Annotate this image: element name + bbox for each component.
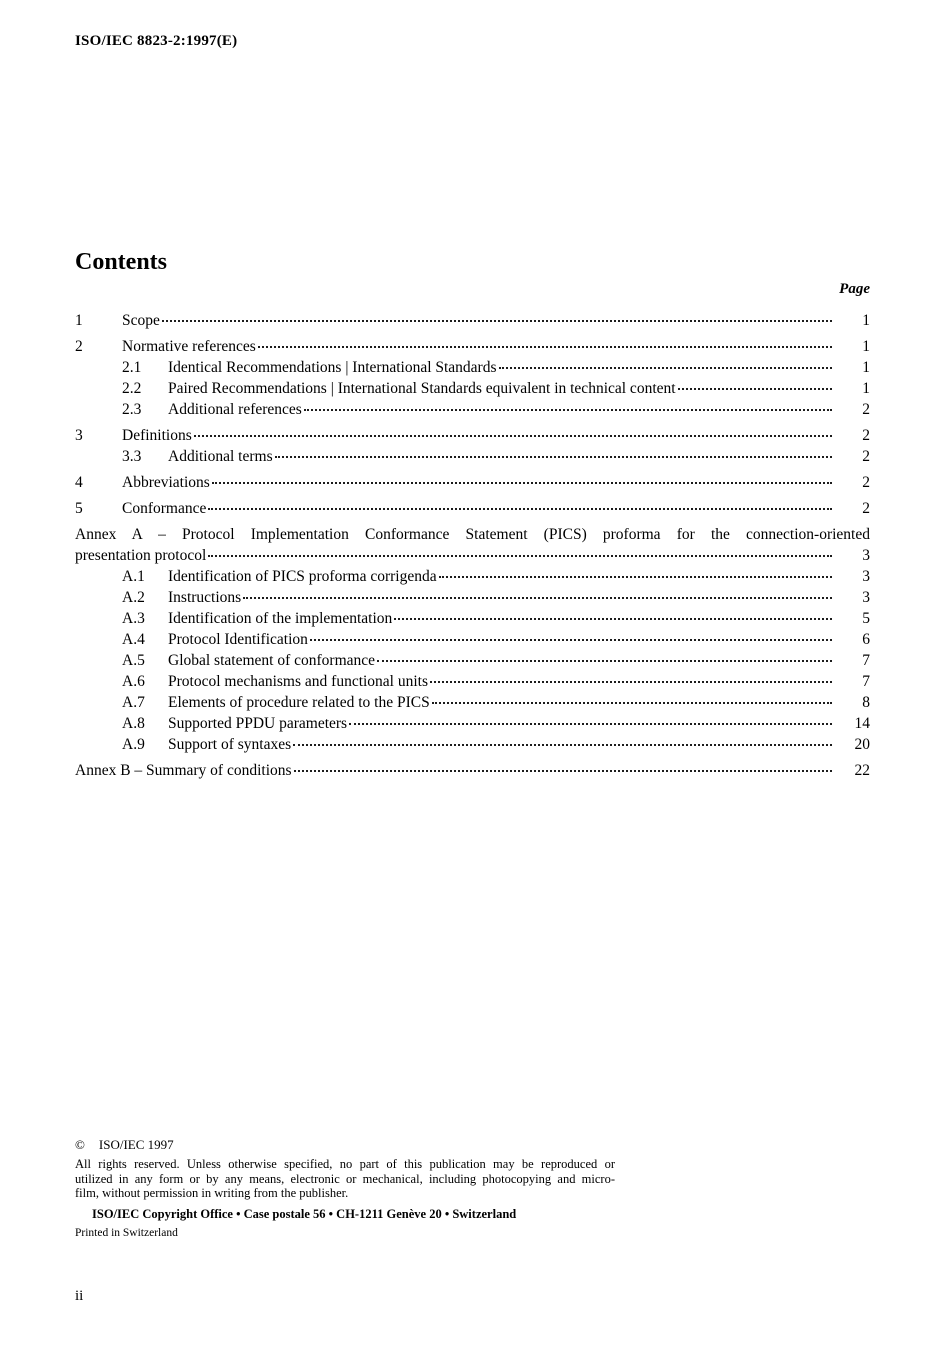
dot-leader [394, 618, 832, 620]
toc-entry-number: A.3 [122, 610, 145, 627]
toc-entry-number: A.4 [122, 631, 145, 648]
toc-entry-number: A.1 [122, 568, 145, 585]
toc-entry-title: Definitions [122, 427, 192, 444]
toc-entry-a5 [75, 650, 870, 671]
toc-entry-page: 14 [854, 715, 870, 732]
toc-entry-title: Supported PPDU parameters [168, 715, 348, 732]
toc-entry-page: 2 [862, 474, 870, 491]
toc-entry-additional-references [75, 399, 870, 420]
copyright-symbol: © [75, 1137, 85, 1152]
toc-entry-page: 3 [862, 547, 870, 564]
rights-line: film, without permission in writing from the publisher. [75, 1186, 349, 1200]
dot-leader [304, 409, 832, 411]
dot-leader [194, 435, 832, 437]
toc-entry-number: A.5 [122, 652, 145, 669]
toc-entry-number: A.6 [122, 673, 145, 690]
toc-entry-title: Annex B – Summary of conditions [75, 762, 292, 779]
toc-entry-page: 7 [862, 673, 870, 690]
dot-leader [678, 388, 832, 390]
toc-entry-page: 2 [862, 448, 870, 465]
toc-entry-title: Conformance [122, 500, 207, 517]
toc-entry-title: Additional references [168, 401, 302, 418]
toc-entry-page: 3 [862, 589, 870, 606]
rights-line: All rights reserved. Unless otherwise specified, no part of this publication may be reproduced or [75, 1157, 615, 1171]
dot-leader [208, 555, 832, 557]
toc-entry-page: 5 [862, 610, 870, 627]
toc-entry-title: Identification of PICS proforma corrigenda [168, 568, 437, 585]
dot-leader [243, 597, 832, 599]
toc-entry-number: 2.1 [122, 359, 142, 376]
toc-entry-a6 [75, 671, 870, 692]
toc-entry-number: 1 [75, 312, 83, 329]
toc-entry-a3 [75, 608, 870, 629]
toc-entry-title: Normative references [122, 338, 256, 355]
toc-entry-page: 8 [862, 694, 870, 711]
copyright-office-address: ISO/IEC Copyright Office • Case postale 56 • CH-1211 Genève 20 • Switzerland [92, 1207, 517, 1221]
toc-entry-number: 2.3 [122, 401, 142, 418]
toc-entry-title: presentation protocol [75, 547, 207, 564]
toc-entry-title: Scope [122, 312, 160, 329]
copyright-line [75, 1137, 174, 1153]
toc-entry-page: 2 [862, 401, 870, 418]
toc-entry-scope [75, 310, 870, 331]
toc-entry-paired-recommendations [75, 378, 870, 399]
dot-leader [212, 482, 832, 484]
toc-entry-a2 [75, 587, 870, 608]
toc-entry-number: A.2 [122, 589, 145, 606]
toc-entry-number: A.8 [122, 715, 145, 732]
dot-leader [377, 660, 832, 662]
dot-leader [499, 367, 832, 369]
toc-entry-title: Elements of procedure related to the PICS [168, 694, 430, 711]
toc-entry-normative-references [75, 336, 870, 357]
toc-entry-number: A.9 [122, 736, 145, 753]
toc-entry-a7 [75, 692, 870, 713]
dot-leader [275, 456, 832, 458]
toc-entry-page: 2 [862, 427, 870, 444]
toc-entry-conformance [75, 498, 870, 519]
dot-leader [430, 681, 832, 683]
toc-entry-title: Support of syntaxes [168, 736, 292, 753]
page-number: ii [75, 1288, 84, 1304]
toc-entry-title: Paired Recommendations | International Standards equivalent in technical content [168, 380, 676, 397]
copyright-text: ISO/IEC 1997 [98, 1137, 174, 1152]
toc-entry-number: 2.2 [122, 380, 142, 397]
printed-in: Printed in Switzerland [75, 1227, 178, 1239]
toc-entry-page: 2 [862, 500, 870, 517]
toc-entry-page: 7 [862, 652, 870, 669]
dot-leader [162, 320, 832, 322]
dot-leader [349, 723, 832, 725]
toc-entry-title: Protocol mechanisms and functional units [168, 673, 429, 690]
toc-entry-title: Global statement of conformance [168, 652, 376, 669]
toc-entry-title: Protocol Identification [168, 631, 308, 648]
toc-entry-number: A.7 [122, 694, 145, 711]
toc-entry-page: 1 [862, 359, 870, 376]
table-of-contents [75, 310, 870, 781]
rights-notice [75, 1157, 615, 1201]
toc-entry-additional-terms [75, 446, 870, 467]
toc-entry-page: 22 [854, 762, 870, 779]
dot-leader [293, 744, 832, 746]
dot-leader [439, 576, 832, 578]
toc-entry-page: 1 [862, 380, 870, 397]
toc-entry-a8 [75, 713, 870, 734]
toc-entry-annex-a [75, 524, 870, 566]
toc-entry-page: 3 [862, 568, 870, 585]
toc-entry-abbreviations [75, 472, 870, 493]
toc-entry-number: 3.3 [122, 448, 142, 465]
dot-leader [208, 508, 832, 510]
toc-entry-identical-recommendations [75, 357, 870, 378]
toc-entry-number: 5 [75, 500, 83, 517]
contents-title: Contents [75, 249, 168, 275]
dot-leader [432, 702, 832, 704]
toc-entry-a4 [75, 629, 870, 650]
toc-entry-page: 1 [862, 338, 870, 355]
toc-entry-title: Identification of the implementation [168, 610, 393, 627]
doc-number: ISO/IEC 8823-2:1997(E) [75, 33, 238, 49]
toc-entry-definitions [75, 425, 870, 446]
dot-leader [310, 639, 832, 641]
toc-entry-number: 2 [75, 338, 83, 355]
toc-entry-a1 [75, 566, 870, 587]
rights-line: utilized in any form or by any means, electronic or mechanical, including photocopying and micro- [75, 1171, 615, 1186]
toc-entry-title: Instructions [168, 589, 242, 606]
toc-entry-title: Additional terms [168, 448, 273, 465]
dot-leader [258, 346, 832, 348]
toc-entry-page: 1 [862, 312, 870, 329]
toc-entry-annex-b [75, 760, 870, 781]
toc-entry-number: 3 [75, 427, 83, 444]
toc-entry-title: Identical Recommendations | International Standards [168, 359, 497, 376]
toc-entry-page: 6 [862, 631, 870, 648]
toc-entry-a9 [75, 734, 870, 755]
toc-entry-title: Abbreviations [122, 474, 210, 491]
toc-entry-number: 4 [75, 474, 83, 491]
dot-leader [294, 770, 832, 772]
toc-entry-page: 20 [854, 736, 870, 753]
page-column-label: Page [839, 281, 870, 297]
toc-annex-a-line2 [75, 545, 870, 566]
toc-annex-a-line1: Annex A – Protocol Implementation Conformance Statement (PICS) proforma for the connection-oriented [75, 526, 870, 543]
